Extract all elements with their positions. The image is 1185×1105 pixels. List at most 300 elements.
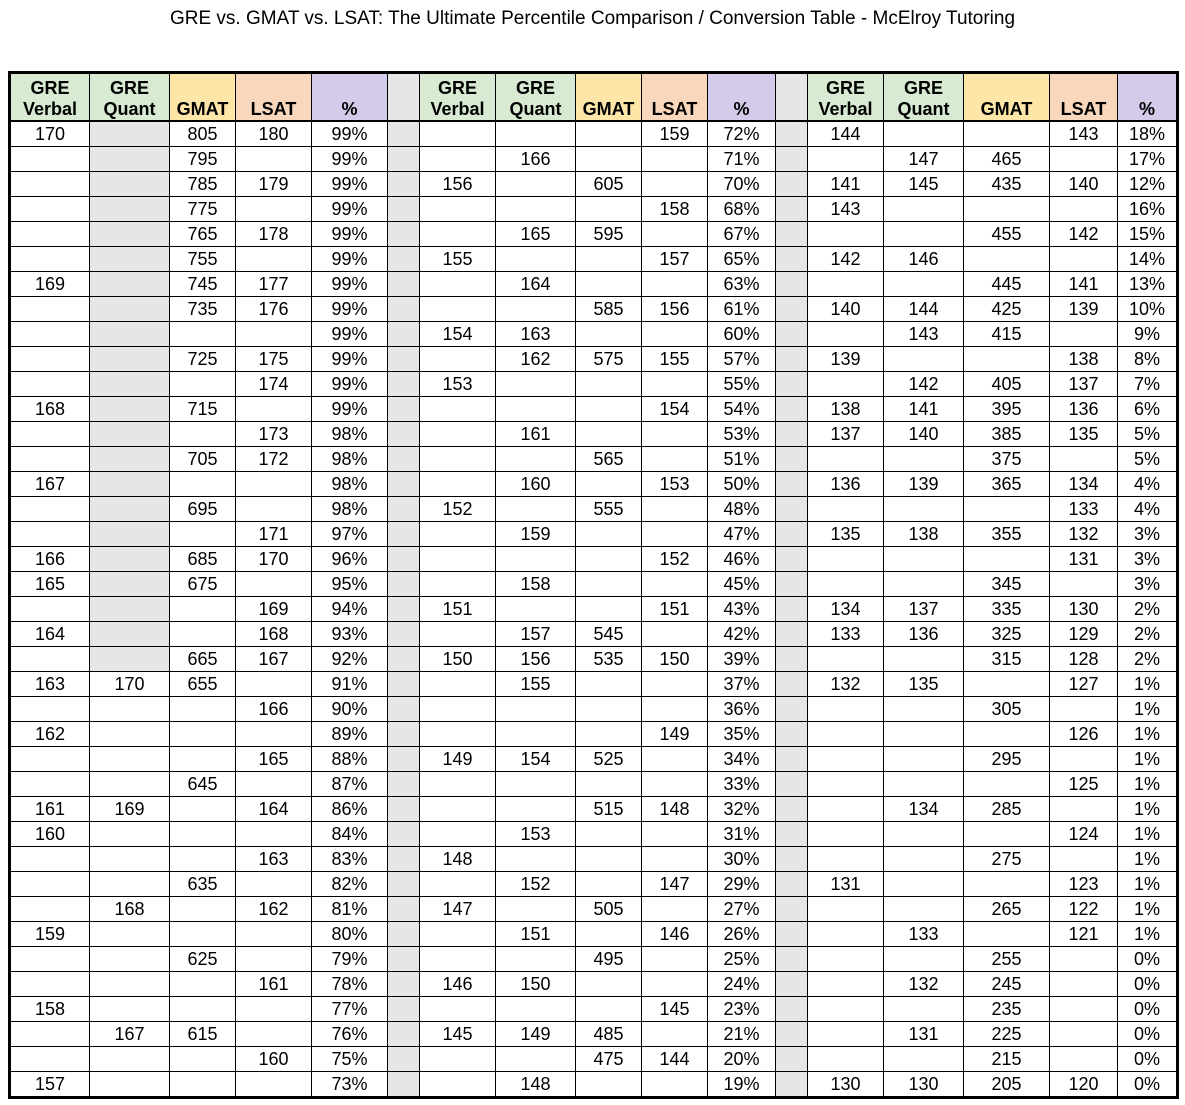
gre-quant-cell: 134 (884, 797, 964, 822)
gre-verbal-cell: 140 (808, 297, 884, 322)
gmat-cell: 445 (964, 272, 1050, 297)
table-row (10, 297, 1178, 322)
gre-verbal-cell (808, 647, 884, 672)
percent-cell: 75% (312, 1047, 388, 1072)
percent-cell: 23% (708, 997, 776, 1022)
lsat-cell: 138 (1050, 347, 1118, 372)
lsat-cell: 164 (236, 797, 312, 822)
table-row (10, 322, 1178, 347)
gre-verbal-cell (420, 147, 496, 172)
gre-verbal-cell: 137 (808, 422, 884, 447)
gre-quant-cell (496, 947, 576, 972)
lsat-cell (236, 322, 312, 347)
gmat-cell (964, 772, 1050, 797)
table-row (10, 672, 1178, 697)
gre-quant-cell (90, 172, 170, 197)
percent-cell: 4% (1118, 497, 1178, 522)
gmat-cell: 505 (576, 897, 642, 922)
table-row (10, 997, 1178, 1022)
percent-cell: 4% (1118, 472, 1178, 497)
block-separator (388, 722, 420, 747)
lsat-cell (642, 622, 708, 647)
gmat-cell: 395 (964, 397, 1050, 422)
gre-verbal-cell (808, 547, 884, 572)
table-row (10, 922, 1178, 947)
gre-quant-cell (90, 647, 170, 672)
block-separator (776, 772, 808, 797)
gre-quant-cell (90, 1047, 170, 1072)
lsat-cell (642, 672, 708, 697)
gre-verbal-cell (10, 947, 90, 972)
lsat-cell (1050, 997, 1118, 1022)
gre-quant-cell: 148 (496, 1072, 576, 1098)
lsat-cell (236, 147, 312, 172)
lsat-cell: 179 (236, 172, 312, 197)
table-row (10, 247, 1178, 272)
gre-quant-header-line: GRE (903, 78, 943, 98)
gmat-cell: 515 (576, 797, 642, 822)
percent-cell: 89% (312, 722, 388, 747)
gre-quant-cell (496, 447, 576, 472)
gre-verbal-cell (808, 972, 884, 997)
lsat-cell: 136 (1050, 397, 1118, 422)
percent-cell: 99% (312, 272, 388, 297)
gre-quant-cell (884, 747, 964, 772)
block-separator (388, 647, 420, 672)
table-row (10, 972, 1178, 997)
gre-verbal-cell (10, 847, 90, 872)
block-separator (388, 872, 420, 897)
gre-verbal-cell: 154 (420, 322, 496, 347)
lsat-cell: 121 (1050, 922, 1118, 947)
gmat-cell: 295 (964, 747, 1050, 772)
percent-header-1: % (312, 73, 388, 122)
percent-cell: 99% (312, 247, 388, 272)
percent-cell: 1% (1118, 922, 1178, 947)
gre-verbal-cell: 149 (420, 747, 496, 772)
gre-quant-cell (90, 972, 170, 997)
lsat-cell: 135 (1050, 422, 1118, 447)
gre-verbal-cell: 160 (10, 822, 90, 847)
percent-cell: 5% (1118, 447, 1178, 472)
percent-cell: 1% (1118, 822, 1178, 847)
percent-cell: 24% (708, 972, 776, 997)
gre-verbal-cell (420, 822, 496, 847)
block-separator (388, 222, 420, 247)
gmat-cell: 205 (964, 1072, 1050, 1098)
table-row (10, 497, 1178, 522)
lsat-cell (642, 222, 708, 247)
lsat-cell (236, 472, 312, 497)
block-separator (776, 73, 808, 122)
lsat-cell: 126 (1050, 722, 1118, 747)
gre-quant-cell: 133 (884, 922, 964, 947)
gre-verbal-cell: 134 (808, 597, 884, 622)
gmat-cell: 245 (964, 972, 1050, 997)
block-separator (776, 222, 808, 247)
gmat-cell (964, 121, 1050, 147)
gre-verbal-header-2 (420, 73, 496, 122)
lsat-cell (1050, 947, 1118, 972)
gmat-cell: 485 (576, 1022, 642, 1047)
gmat-cell: 705 (170, 447, 236, 472)
percent-header-2: % (708, 73, 776, 122)
gre-verbal-cell: 147 (420, 897, 496, 922)
block-separator (388, 972, 420, 997)
gre-quant-cell: 147 (884, 147, 964, 172)
gre-verbal-cell (808, 272, 884, 297)
gre-verbal-cell: 135 (808, 522, 884, 547)
percent-cell: 47% (708, 522, 776, 547)
gmat-cell (964, 347, 1050, 372)
lsat-cell (642, 697, 708, 722)
block-separator (388, 572, 420, 597)
percent-cell: 87% (312, 772, 388, 797)
gmat-cell (964, 672, 1050, 697)
table-row (10, 172, 1178, 197)
gre-verbal-header-line: GRE (825, 78, 865, 98)
percent-cell: 1% (1118, 872, 1178, 897)
block-separator (776, 447, 808, 472)
block-separator (388, 347, 420, 372)
percent-cell: 10% (1118, 297, 1178, 322)
percent-cell: 29% (708, 872, 776, 897)
gre-quant-cell (90, 121, 170, 147)
lsat-cell (642, 1072, 708, 1098)
percent-cell: 99% (312, 347, 388, 372)
percent-cell: 80% (312, 922, 388, 947)
percent-cell: 81% (312, 897, 388, 922)
gmat-cell: 635 (170, 872, 236, 897)
gre-verbal-cell (420, 672, 496, 697)
gre-verbal-cell: 148 (420, 847, 496, 872)
lsat-cell: 130 (1050, 597, 1118, 622)
gre-quant-cell (496, 247, 576, 272)
percent-cell: 61% (708, 297, 776, 322)
block-separator (388, 597, 420, 622)
gre-verbal-cell (420, 222, 496, 247)
block-separator (776, 272, 808, 297)
lsat-cell (236, 997, 312, 1022)
gre-verbal-cell: 152 (420, 497, 496, 522)
gre-quant-cell (884, 772, 964, 797)
gre-verbal-cell (420, 547, 496, 572)
lsat-cell: 178 (236, 222, 312, 247)
gmat-cell: 565 (576, 447, 642, 472)
gre-verbal-cell: 151 (420, 597, 496, 622)
gre-quant-cell: 170 (90, 672, 170, 697)
gre-verbal-cell (808, 1047, 884, 1072)
gre-quant-cell (496, 997, 576, 1022)
gmat-header-1: GMAT (170, 73, 236, 122)
gmat-cell (576, 272, 642, 297)
gmat-cell (170, 847, 236, 872)
block-separator (776, 647, 808, 672)
block-separator (388, 822, 420, 847)
gre-verbal-cell (10, 1022, 90, 1047)
table-row (10, 447, 1178, 472)
gmat-cell (576, 597, 642, 622)
gre-quant-cell: 161 (496, 422, 576, 447)
block-separator (388, 497, 420, 522)
gre-verbal-header-line: GRE (30, 78, 70, 98)
block-separator (776, 997, 808, 1022)
gre-verbal-cell (808, 572, 884, 597)
gre-quant-header-3 (884, 73, 964, 122)
gmat-cell: 735 (170, 297, 236, 322)
gre-quant-cell (90, 347, 170, 372)
gre-verbal-cell (808, 497, 884, 522)
block-separator (388, 73, 420, 122)
gmat-cell: 665 (170, 647, 236, 672)
gre-quant-cell (90, 547, 170, 572)
lsat-cell (642, 897, 708, 922)
table-row (10, 397, 1178, 422)
lsat-cell: 129 (1050, 622, 1118, 647)
percent-cell: 48% (708, 497, 776, 522)
table-row (10, 572, 1178, 597)
lsat-cell: 134 (1050, 472, 1118, 497)
percent-cell: 83% (312, 847, 388, 872)
gre-quant-cell (884, 1047, 964, 1072)
gmat-cell (576, 397, 642, 422)
lsat-cell (1050, 847, 1118, 872)
gre-quant-cell (90, 197, 170, 222)
percent-cell: 18% (1118, 121, 1178, 147)
gmat-cell (576, 1072, 642, 1098)
gre-verbal-cell (10, 422, 90, 447)
percent-cell: 70% (708, 172, 776, 197)
lsat-header-3: LSAT (1050, 73, 1118, 122)
gre-verbal-cell (10, 447, 90, 472)
gre-quant-cell (884, 897, 964, 922)
gmat-cell: 655 (170, 672, 236, 697)
gmat-cell: 275 (964, 847, 1050, 872)
gmat-cell: 615 (170, 1022, 236, 1047)
gre-verbal-cell: 133 (808, 622, 884, 647)
block-separator (776, 147, 808, 172)
gre-quant-cell (496, 372, 576, 397)
gre-quant-cell (90, 447, 170, 472)
lsat-cell: 153 (642, 472, 708, 497)
percent-cell: 53% (708, 422, 776, 447)
gre-verbal-cell: 164 (10, 622, 90, 647)
table-row (10, 422, 1178, 447)
gre-quant-cell (90, 422, 170, 447)
gmat-cell: 415 (964, 322, 1050, 347)
gmat-cell: 595 (576, 222, 642, 247)
gre-quant-cell (90, 472, 170, 497)
gre-verbal-cell: 138 (808, 397, 884, 422)
lsat-cell (642, 147, 708, 172)
gmat-cell (576, 722, 642, 747)
gmat-cell (576, 247, 642, 272)
gmat-cell (964, 722, 1050, 747)
lsat-cell (642, 972, 708, 997)
gre-quant-cell: 132 (884, 972, 964, 997)
gre-quant-cell (496, 722, 576, 747)
percent-cell: 98% (312, 472, 388, 497)
gre-quant-cell: 167 (90, 1022, 170, 1047)
gre-verbal-cell (10, 197, 90, 222)
gmat-cell (170, 822, 236, 847)
lsat-cell: 122 (1050, 897, 1118, 922)
lsat-cell: 124 (1050, 822, 1118, 847)
block-separator (388, 897, 420, 922)
block-separator (776, 121, 808, 147)
lsat-cell: 165 (236, 747, 312, 772)
gmat-cell: 475 (576, 1047, 642, 1072)
percent-cell: 1% (1118, 772, 1178, 797)
lsat-cell (1050, 572, 1118, 597)
percent-cell: 1% (1118, 697, 1178, 722)
percent-cell: 90% (312, 697, 388, 722)
gre-verbal-cell (420, 297, 496, 322)
lsat-cell: 147 (642, 872, 708, 897)
gre-quant-cell (884, 722, 964, 747)
gre-verbal-cell (420, 397, 496, 422)
gre-verbal-cell: 145 (420, 1022, 496, 1047)
gmat-cell (964, 197, 1050, 222)
gre-verbal-cell (420, 572, 496, 597)
gmat-cell: 695 (170, 497, 236, 522)
gmat-cell (576, 372, 642, 397)
gre-verbal-cell: 156 (420, 172, 496, 197)
percent-cell: 9% (1118, 322, 1178, 347)
gmat-cell (170, 1072, 236, 1098)
gre-verbal-cell: 144 (808, 121, 884, 147)
table-body (10, 121, 1178, 1098)
gre-verbal-cell (420, 797, 496, 822)
lsat-cell: 132 (1050, 522, 1118, 547)
percent-cell: 1% (1118, 747, 1178, 772)
percent-cell: 68% (708, 197, 776, 222)
block-separator (776, 422, 808, 447)
lsat-cell: 137 (1050, 372, 1118, 397)
lsat-cell: 151 (642, 597, 708, 622)
percent-cell: 15% (1118, 222, 1178, 247)
gmat-cell: 215 (964, 1047, 1050, 1072)
gre-verbal-cell: 165 (10, 572, 90, 597)
block-separator (388, 322, 420, 347)
lsat-cell: 170 (236, 547, 312, 572)
lsat-cell: 141 (1050, 272, 1118, 297)
lsat-cell (642, 772, 708, 797)
lsat-cell: 168 (236, 622, 312, 647)
gre-verbal-cell (420, 772, 496, 797)
gre-quant-cell (90, 522, 170, 547)
gre-quant-cell: 135 (884, 672, 964, 697)
lsat-cell (236, 872, 312, 897)
percent-cell: 7% (1118, 372, 1178, 397)
gre-verbal-cell: 167 (10, 472, 90, 497)
lsat-cell (642, 1022, 708, 1047)
gre-verbal-cell (420, 997, 496, 1022)
gre-quant-cell (884, 447, 964, 472)
lsat-cell: 146 (642, 922, 708, 947)
percent-header-3: % (1118, 73, 1178, 122)
gmat-cell: 405 (964, 372, 1050, 397)
percent-cell: 19% (708, 1072, 776, 1098)
percent-cell: 27% (708, 897, 776, 922)
gmat-cell (576, 847, 642, 872)
gre-verbal-cell (10, 497, 90, 522)
gre-verbal-cell (808, 897, 884, 922)
gre-quant-cell (884, 497, 964, 522)
gre-quant-cell: 165 (496, 222, 576, 247)
block-separator (776, 172, 808, 197)
percent-cell: 91% (312, 672, 388, 697)
block-separator (388, 697, 420, 722)
gmat-cell (170, 697, 236, 722)
lsat-cell: 167 (236, 647, 312, 672)
lsat-cell (1050, 197, 1118, 222)
gre-verbal-cell: 142 (808, 247, 884, 272)
percent-cell: 0% (1118, 1022, 1178, 1047)
gre-quant-cell (884, 947, 964, 972)
block-separator (776, 622, 808, 647)
gre-verbal-cell (808, 447, 884, 472)
percent-cell: 1% (1118, 797, 1178, 822)
gre-quant-cell (90, 222, 170, 247)
gmat-cell (170, 622, 236, 647)
lsat-cell (236, 772, 312, 797)
percent-cell: 37% (708, 672, 776, 697)
lsat-cell (236, 822, 312, 847)
block-separator (776, 822, 808, 847)
lsat-cell (1050, 447, 1118, 472)
gmat-cell: 645 (170, 772, 236, 797)
block-separator (388, 422, 420, 447)
block-separator (776, 472, 808, 497)
block-separator (776, 322, 808, 347)
gmat-cell: 775 (170, 197, 236, 222)
block-separator (776, 1072, 808, 1098)
percent-cell: 3% (1118, 572, 1178, 597)
gre-quant-cell: 139 (884, 472, 964, 497)
lsat-cell (642, 747, 708, 772)
block-separator (776, 247, 808, 272)
gre-quant-cell: 145 (884, 172, 964, 197)
gre-quant-cell: 160 (496, 472, 576, 497)
gre-quant-cell (90, 322, 170, 347)
percent-cell: 6% (1118, 397, 1178, 422)
gre-verbal-cell (808, 747, 884, 772)
lsat-cell: 140 (1050, 172, 1118, 197)
gmat-cell: 235 (964, 997, 1050, 1022)
percent-cell: 42% (708, 622, 776, 647)
block-separator (388, 947, 420, 972)
percent-cell: 86% (312, 797, 388, 822)
block-separator (776, 597, 808, 622)
gre-quant-cell: 140 (884, 422, 964, 447)
lsat-cell (1050, 797, 1118, 822)
gre-verbal-cell (420, 947, 496, 972)
percent-cell: 99% (312, 222, 388, 247)
block-separator (388, 1022, 420, 1047)
gre-verbal-cell: 146 (420, 972, 496, 997)
gre-verbal-cell (808, 372, 884, 397)
block-separator (388, 197, 420, 222)
gre-verbal-cell (10, 372, 90, 397)
gre-quant-cell (90, 1072, 170, 1098)
gre-verbal-cell: 157 (10, 1072, 90, 1098)
gre-verbal-cell (420, 697, 496, 722)
gre-quant-cell (90, 597, 170, 622)
gre-verbal-cell (10, 147, 90, 172)
gmat-cell (964, 547, 1050, 572)
lsat-cell: 131 (1050, 547, 1118, 572)
